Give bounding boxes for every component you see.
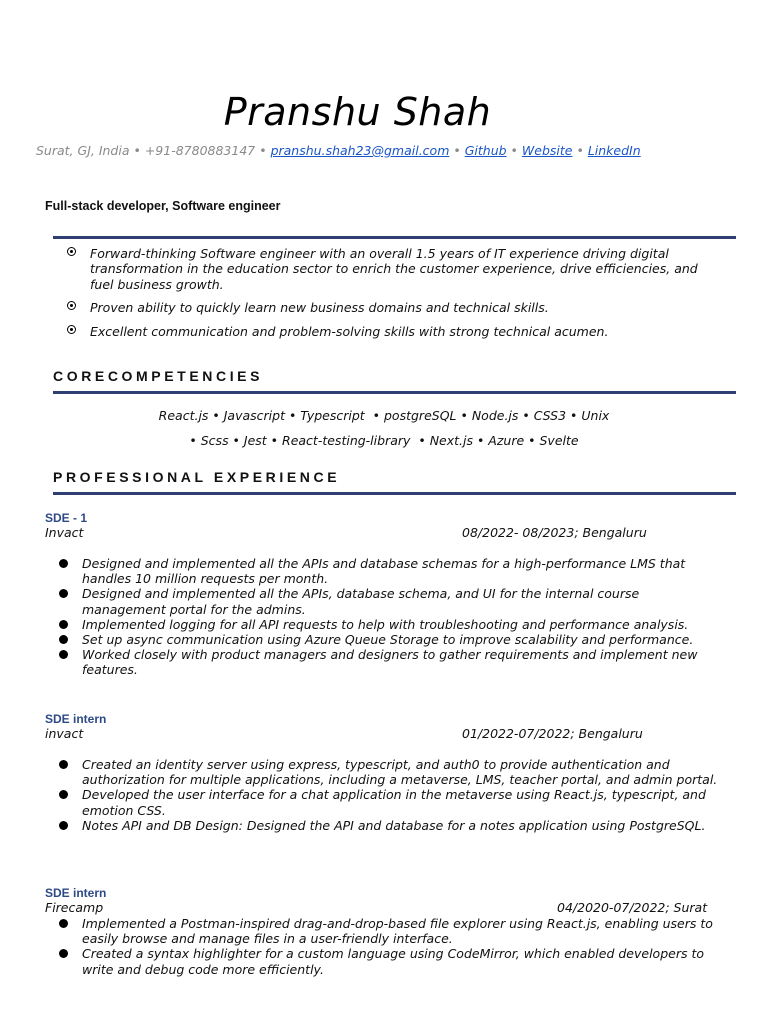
bullet-text: Designed and implemented all the APIs, database schema, and UI for the internal course management portal for the admins. [82,586,640,617]
separator: • [453,143,461,158]
job-date-location: 08/2022- 08/2023; Bengaluru [462,525,647,540]
bullet-icon [59,919,68,928]
bullet-icon [59,650,68,659]
job-bullet [58,946,718,976]
bullet-icon [59,949,68,958]
bullet-text: Created an identity server using express, typescript, and auth0 to provide authentication and authorization for multiple applications, including a metaverse, LMS, teacher portal, and admin portal. [82,757,718,788]
section-divider [53,492,736,495]
linkedin-link[interactable]: LinkedIn [587,143,641,158]
job-date-location: 04/2020-07/2022; Surat [557,900,708,915]
job-bullets [58,916,718,977]
job-bullet [58,632,718,647]
bullet-icon [59,635,68,644]
job-bullets [58,556,718,678]
bullet-icon [59,821,68,830]
company-name: invact [45,726,84,741]
summary-text: Forward-thinking Software engineer with an overall 1.5 years of IT experience driving digital transformation in the education sector to enrich the customer experience, drive efficiencies, and fuel business growth. [90,246,698,292]
bullet-icon [59,589,68,598]
job-bullet [58,556,718,586]
bullet-text: Created a syntax highlighter for a custom language using CodeMirror, which enabled developers to write and debug code more efficiently. [82,946,705,977]
bullet-text: Implemented logging for all API requests to help with troubleshooting and performance analysis. [82,616,689,632]
section-divider [53,236,736,239]
separator: • [510,143,518,158]
separator: • [576,143,584,158]
job-title: SDE - 1 [45,511,88,525]
bullet-icon [59,760,68,769]
company-name: Firecamp [45,900,104,915]
radio-bullet-icon [67,247,76,256]
bullet-text: Notes API and DB Design: Designed the API and database for a notes application using PostgreSQL. [82,817,706,833]
job-bullet [58,818,718,833]
job-bullet [58,586,718,616]
job-bullet [58,617,718,632]
job-bullet [58,787,718,817]
summary-item [67,246,717,292]
job-title: SDE intern [45,712,107,726]
job-bullet [58,647,718,677]
competencies-title: CORECOMPETENCIES [53,368,264,384]
bullet-text: Worked closely with product managers and designers to gather requirements and implement new features. [82,647,698,678]
company-name: Invact [45,525,84,540]
experience-title: PROFESSIONAL EXPERIENCE [53,469,341,485]
bullet-icon [59,790,68,799]
email-link[interactable]: pranshu.shah23@gmail.com [270,143,450,158]
section-divider [53,391,736,394]
bullet-icon [59,559,68,568]
bullet-text: Implemented a Postman-inspired drag-and-drop-based file explorer using React.js, enabling users to easily browse and manage files in a user-friendly interface. [82,916,713,947]
job-bullets [58,757,718,833]
job-bullet [58,916,718,946]
summary-text: Excellent communication and problem-solving skills with strong technical acumen. [90,323,609,339]
website-link[interactable]: Website [521,143,573,158]
bullet-text: Developed the user interface for a chat application in the metaverse using React.js, typescript, and emotion CSS. [82,787,706,818]
candidate-name: Pranshu Shah [223,90,492,134]
job-bullet [58,757,718,787]
skills-line-1: React.js • Javascript • Typescript • postgreSQL • Node.js • CSS3 • Unix [158,408,610,423]
skills-line-2: • Scss • Jest • React-testing-library • Next.js • Azure • Svelte [189,433,579,448]
bullet-icon [59,620,68,629]
headline: Full-stack developer, Software engineer [45,199,281,213]
location-phone: Surat, GJ, India • +91-8780883147 • [36,143,267,158]
job-date-location: 01/2022-07/2022; Bengaluru [462,726,643,741]
radio-bullet-icon [67,325,76,334]
contact-line [36,143,641,158]
summary-list [67,246,717,347]
summary-item [67,300,717,315]
summary-item [67,324,717,339]
bullet-text: Designed and implemented all the APIs and database schemas for a high-performance LMS that handles 10 million requests per month. [82,556,686,587]
bullet-text: Set up async communication using Azure Queue Storage to improve scalability and performance. [82,632,694,648]
job-title: SDE intern [45,886,107,900]
github-link[interactable]: Github [464,143,507,158]
summary-text: Proven ability to quickly learn new business domains and technical skills. [90,300,549,316]
radio-bullet-icon [67,301,76,310]
